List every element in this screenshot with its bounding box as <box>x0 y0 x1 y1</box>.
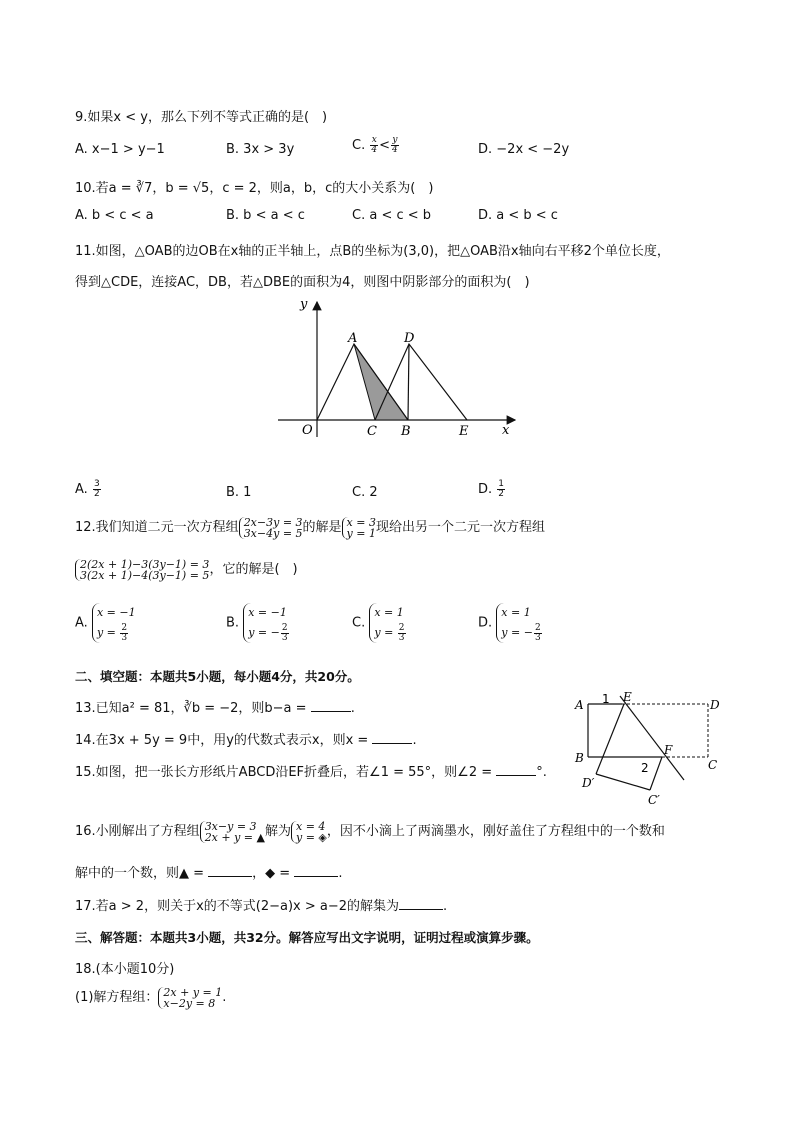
q16-sysB: 2x + y = ▲ <box>204 830 265 844</box>
q11-label-o: O <box>302 423 313 438</box>
q12-c-x: x = 1 <box>374 606 404 619</box>
q15-label-1: 1 <box>602 692 610 706</box>
q18-sysB: x−2y = 8 <box>163 996 216 1010</box>
q16-s1: 16.小刚解出了方程组 <box>75 824 200 839</box>
q10-option-c: C. a < c < b <box>352 208 432 223</box>
q11-a-frac <box>93 480 101 499</box>
q18-sysA: 2x + y = 1 <box>163 985 223 999</box>
q12-sys1a: 2x−3y = 3 <box>243 515 303 529</box>
q15-fold-line <box>620 696 684 780</box>
q12-d-num: 2 <box>534 622 541 633</box>
q12-a-y: y = <box>96 626 120 639</box>
q9-option-c: C. $\frac{x}{4}$ < $\frac{y}{4}$ <box>352 135 398 155</box>
q15-edge-d2c2 <box>596 774 650 790</box>
q12-sol1a: x = 3 <box>346 515 376 529</box>
q17-text: 17.若a > 2，则关于x的不等式(2−a)x > a−2的解集为 <box>75 899 400 914</box>
q12-b-num: 2 <box>281 622 288 633</box>
q16-s2: 解为 <box>264 824 291 839</box>
q12-c-den: 3 <box>398 632 405 643</box>
q10-option-a: A. b < c < a <box>75 208 154 223</box>
q12-s3: 现给出另一个二元一次方程组 <box>375 520 545 535</box>
q15-edge-c2f <box>650 757 662 790</box>
q12-b-system <box>243 603 289 643</box>
q16-s3: ，因不小滴上了两滴墨水，刚好盖住了方程组中的一个数和 <box>326 824 665 839</box>
q9-option-c-label: C. <box>352 138 366 153</box>
q11-d-num: 1 <box>498 479 505 489</box>
q12-a-num: 2 <box>121 622 128 633</box>
q12-d-den: 3 <box>534 632 541 643</box>
q12-stem-line1 <box>75 516 545 539</box>
q11-option-a-label: A. <box>75 482 88 497</box>
section3-heading: 三、解答题：本题共3小题，共32分。解答应写出文字说明，证明过程或演算步骤。 <box>75 930 539 945</box>
q12-c-num: 2 <box>398 622 405 633</box>
q11-label-c: C <box>367 424 377 439</box>
q12-d-system <box>496 603 542 643</box>
q12-option-b-label: B. <box>226 615 240 631</box>
q10-option-b: B. b < a < c <box>226 208 305 223</box>
q15 <box>75 761 547 780</box>
q12-system2 <box>75 559 209 581</box>
q16-line2a: 解中的一个数，则▲ = <box>75 866 209 881</box>
q11-figure <box>270 292 530 442</box>
q12-option-c-label: C. <box>352 615 366 631</box>
q12-b-den: 3 <box>281 632 288 643</box>
q15-label-e: E <box>623 690 632 704</box>
q18-system <box>158 987 222 1009</box>
q12-s4: ，它的解是( ) <box>209 562 298 577</box>
q9-c-frac1 <box>370 136 378 155</box>
q16-line2 <box>75 862 342 881</box>
q16-blank-diamond[interactable] <box>294 864 338 877</box>
q13-text: 13.已知a² = 81，∛b = −2，则b−a = <box>75 701 311 716</box>
q13-answer-blank[interactable] <box>311 699 351 712</box>
q9-option-b: B. 3x > 3y <box>226 142 295 157</box>
q12-c-y: y = <box>374 626 397 639</box>
q10-stem: 10.若a = ∛7，b = √5，c = 2，则a，b，c的大小关系为( ) <box>75 181 434 196</box>
q14-end: . <box>412 733 417 748</box>
q11-label-x: x <box>502 423 510 438</box>
q15-label-c: C <box>708 758 718 772</box>
q17-answer-blank[interactable] <box>399 897 443 910</box>
q11-option-b: B. 1 <box>226 485 252 500</box>
q12-a-frac <box>120 624 128 643</box>
q11-option-d <box>478 480 506 499</box>
q12-b-frac <box>281 624 289 643</box>
q11-label-b: B <box>401 424 411 439</box>
q12-option-c <box>352 603 407 643</box>
q9-c-frac1-num: x <box>371 135 377 145</box>
q11-d-den: 2 <box>498 489 505 499</box>
q18-title: 18.(本小题10分) <box>75 962 175 977</box>
q11-label-y: y <box>300 297 308 312</box>
q12-sol1b: y = 1 <box>346 526 376 540</box>
q12-option-d-label: D. <box>478 615 493 631</box>
q17 <box>75 895 447 914</box>
q13-end: . <box>350 701 355 716</box>
q9-c-frac2 <box>391 136 399 155</box>
q15-label-c-prime: C′ <box>648 793 660 807</box>
q14-answer-blank[interactable] <box>372 731 412 744</box>
q16-solB: y = ◈ <box>296 830 327 844</box>
q18-p1: (1)解方程组： <box>75 990 159 1005</box>
q16-line1 <box>75 820 665 843</box>
q11-segment-db <box>408 344 409 420</box>
q9-c-frac2-num: y <box>392 135 398 145</box>
q12-b-x: x = −1 <box>248 606 287 619</box>
q16-system <box>200 821 265 843</box>
section2-heading: 二、填空题：本题共5小题，每小题4分，共20分。 <box>75 669 360 684</box>
q12-sys2a: 2(2x + 1)−3(3y−1) = 3 <box>80 557 210 571</box>
q11-option-a <box>75 480 102 499</box>
q12-a-x: x = −1 <box>96 606 136 619</box>
q12-sys1b: 3x−4y = 5 <box>243 526 303 540</box>
q15-label-f: F <box>664 743 673 757</box>
q12-solution1 <box>342 517 376 539</box>
q9-option-d: D. −2x < −2y <box>478 142 570 157</box>
q11-line2: 得到△CDE，连接AC，DB，若△DBE的面积为4，则图中阴影部分的面积为( ) <box>75 275 530 290</box>
q9-option-a: A. x−1 > y−1 <box>75 142 165 157</box>
q11-a-den: 2 <box>93 489 100 499</box>
q12-d-y: y = − <box>501 626 533 639</box>
q11-a-num: 3 <box>93 479 100 489</box>
q11-label-e: E <box>459 424 469 439</box>
q9-stem: 9.如果x < y，那么下列不等式正确的是( ) <box>75 110 328 125</box>
q12-sys2b: 3(2x + 1)−4(3y−1) = 5 <box>80 568 210 582</box>
q11-label-a: A <box>348 331 358 346</box>
q16-end: . <box>338 866 343 881</box>
q17-end: . <box>443 899 448 914</box>
q14-text: 14.在3x + 5y = 9中，用y的代数式表示x，则x = <box>75 733 373 748</box>
q13 <box>75 697 355 716</box>
q15-label-d-prime: D′ <box>582 776 595 790</box>
q18-end: . <box>222 990 227 1005</box>
q11-label-d: D <box>404 331 415 346</box>
q11-d-frac <box>497 480 505 499</box>
q9-c-frac2-den: 4 <box>392 145 398 155</box>
q16-solution <box>291 821 327 843</box>
q15-edge-ed2 <box>596 704 624 774</box>
q12-b-y: y = − <box>248 626 280 639</box>
q12-a-system <box>92 603 136 643</box>
q12-option-a <box>75 603 136 643</box>
q15-label-d: D <box>710 698 720 712</box>
q15-figure <box>572 690 726 810</box>
q11-option-c: C. 2 <box>352 485 378 500</box>
q16-blank-triangle[interactable] <box>208 864 252 877</box>
q12-s2: 的解是 <box>302 520 342 535</box>
q12-option-b <box>226 603 290 643</box>
q12-d-x: x = 1 <box>501 606 531 619</box>
q9-c-frac1-den: 4 <box>371 145 378 155</box>
q15-label-b: B <box>575 751 584 765</box>
q16-line2b: ，◆ = <box>252 866 295 881</box>
q15-label-2: 2 <box>641 761 649 775</box>
q12-option-d <box>478 603 543 643</box>
q12-a-den: 3 <box>121 632 128 643</box>
q10-option-d: D. a < b < c <box>478 208 558 223</box>
q12-c-system <box>369 603 406 643</box>
q12-system1 <box>239 517 303 539</box>
q18-part1 <box>75 986 226 1009</box>
q12-s1: 12.我们知道二元一次方程组 <box>75 520 239 535</box>
q15-end: °. <box>536 765 547 780</box>
q16-solA: x = 4 <box>296 819 326 833</box>
q15-text: 15.如图，把一张长方形纸片ABCD沿EF折叠后，若∠1 = 55°，则∠2 = <box>75 765 497 780</box>
q15-answer-blank[interactable] <box>496 763 536 776</box>
q12-c-frac <box>398 624 406 643</box>
q11-option-d-label: D. <box>478 482 493 497</box>
q15-label-a: A <box>575 698 584 712</box>
q12-d-frac <box>534 624 542 643</box>
q12-option-a-label: A. <box>75 615 88 631</box>
q12-stem-line2 <box>75 558 298 581</box>
q16-sysA: 3x−y = 3 <box>204 819 257 833</box>
q11-line1: 11.如图，△OAB的边OB在x轴的正半轴上，点B的坐标为(3,0)，把△OAB沿x轴向右平移2个单位长度， <box>75 244 670 259</box>
q14 <box>75 729 417 748</box>
